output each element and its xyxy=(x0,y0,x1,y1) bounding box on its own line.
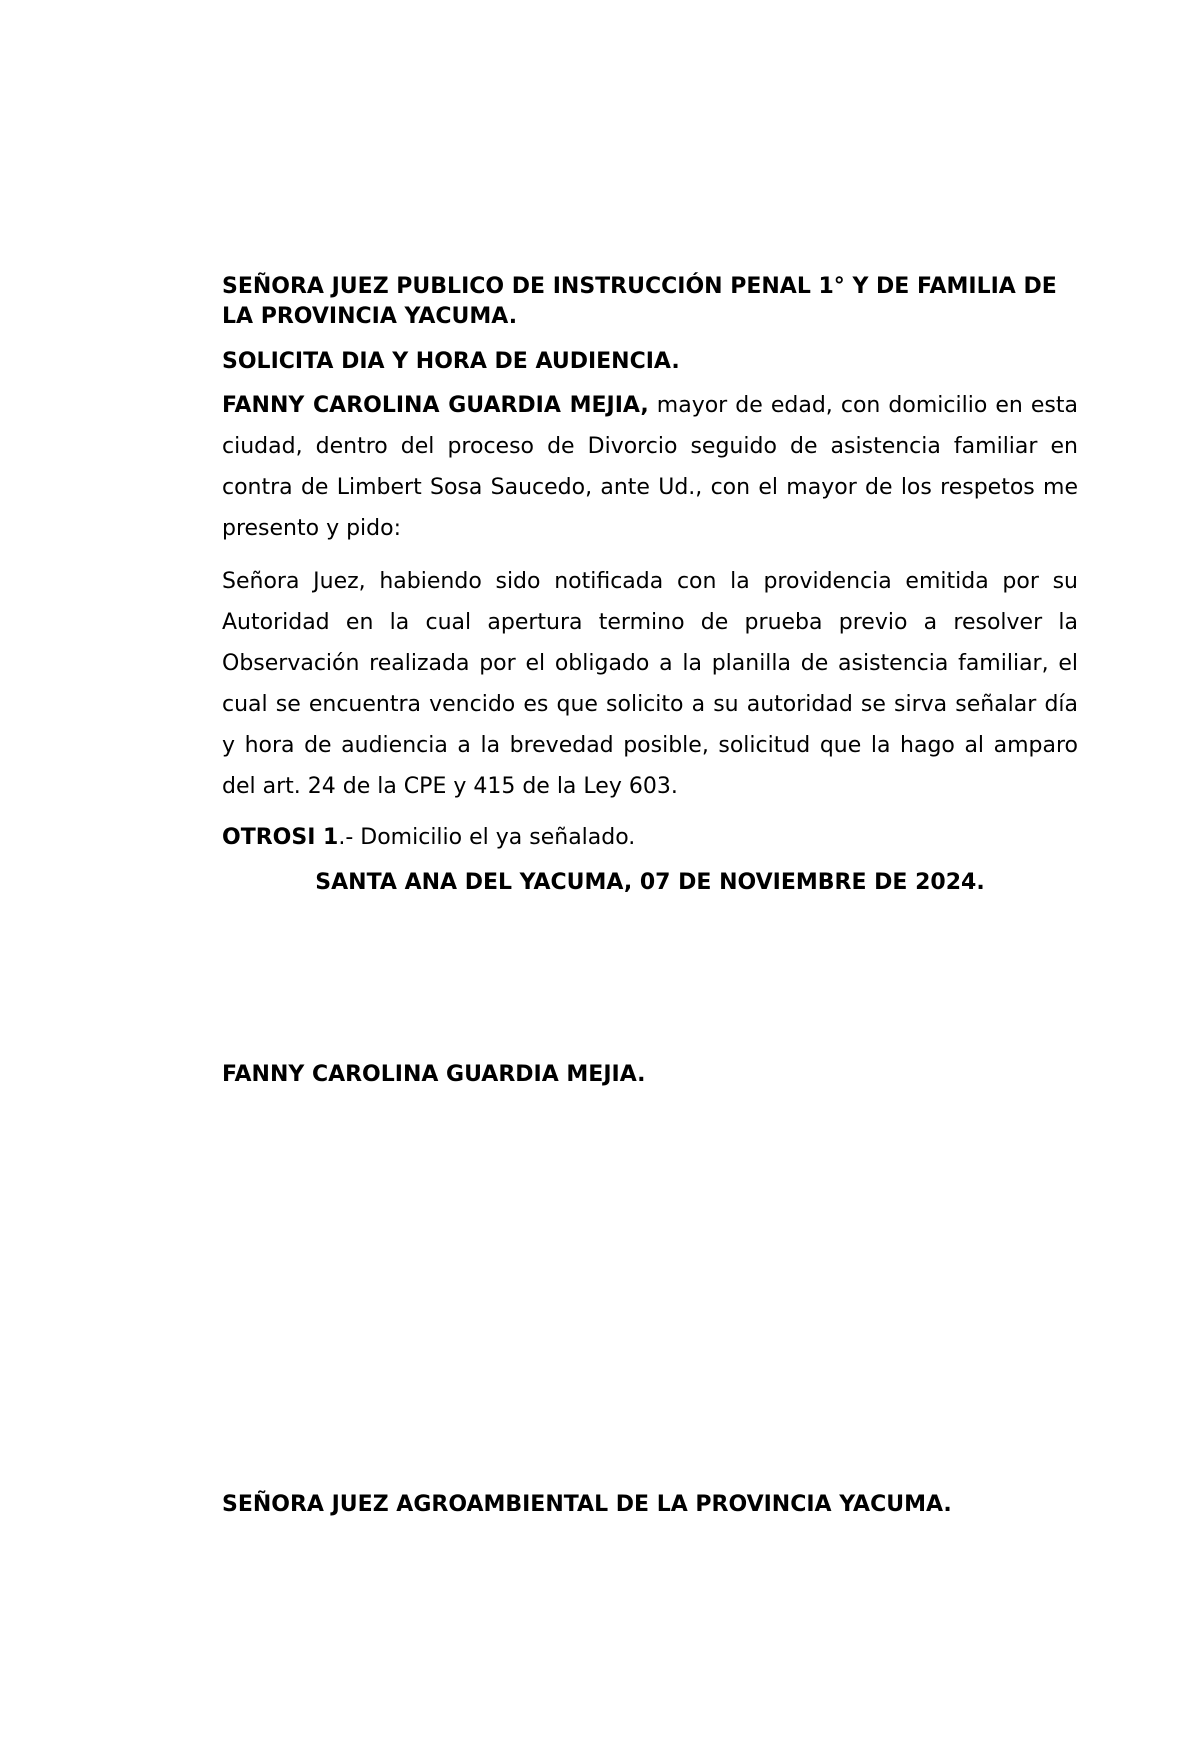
intro-paragraph xyxy=(222,385,1078,549)
otrosi-paragraph xyxy=(222,817,1078,858)
subject-heading: SOLICITA DIA Y HORA DE AUDIENCIA. xyxy=(222,349,680,374)
otrosi-text: .- Domicilio el ya señalado. xyxy=(338,825,636,850)
intro-text: mayor de edad, con domicilio en esta ciudad, dentro del proceso de Divorcio seguido de asistencia familiar en contra de Limbert Sosa Saucedo, ante Ud., con el mayor de los respetos me presento y pido: xyxy=(222,393,1078,541)
otrosi-label: OTROSI 1 xyxy=(222,825,339,850)
document-body xyxy=(222,272,1078,898)
second-addressee-heading: SEÑORA JUEZ AGROAMBIENTAL DE LA PROVINCIA YACUMA. xyxy=(222,1492,952,1517)
petitioner-name: FANNY CAROLINA GUARDIA MEJIA, xyxy=(222,393,649,418)
signature-name: FANNY CAROLINA GUARDIA MEJIA. xyxy=(222,1062,646,1087)
place-date: SANTA ANA DEL YACUMA, 07 DE NOVIEMBRE DE 2024. xyxy=(315,870,985,895)
addressee-heading: SEÑORA JUEZ PUBLICO DE INSTRUCCIÓN PENAL 1° Y DE FAMILIA DE LA PROVINCIA YACUMA. xyxy=(222,274,1057,329)
request-paragraph: Señora Juez, habiendo sido notificada con la providencia emitida por su Autoridad en la cual apertura termino de prueba previo a resolver la Observación realizada por el obligado a la planilla de asistencia familiar, el cual se encuentra vencido es que solicito a su autoridad se sirva señalar día y hora de audiencia a la brevedad posible, solicitud que la hago al amparo del art. 24 de la CPE y 415 de la Ley 603. xyxy=(222,569,1078,799)
